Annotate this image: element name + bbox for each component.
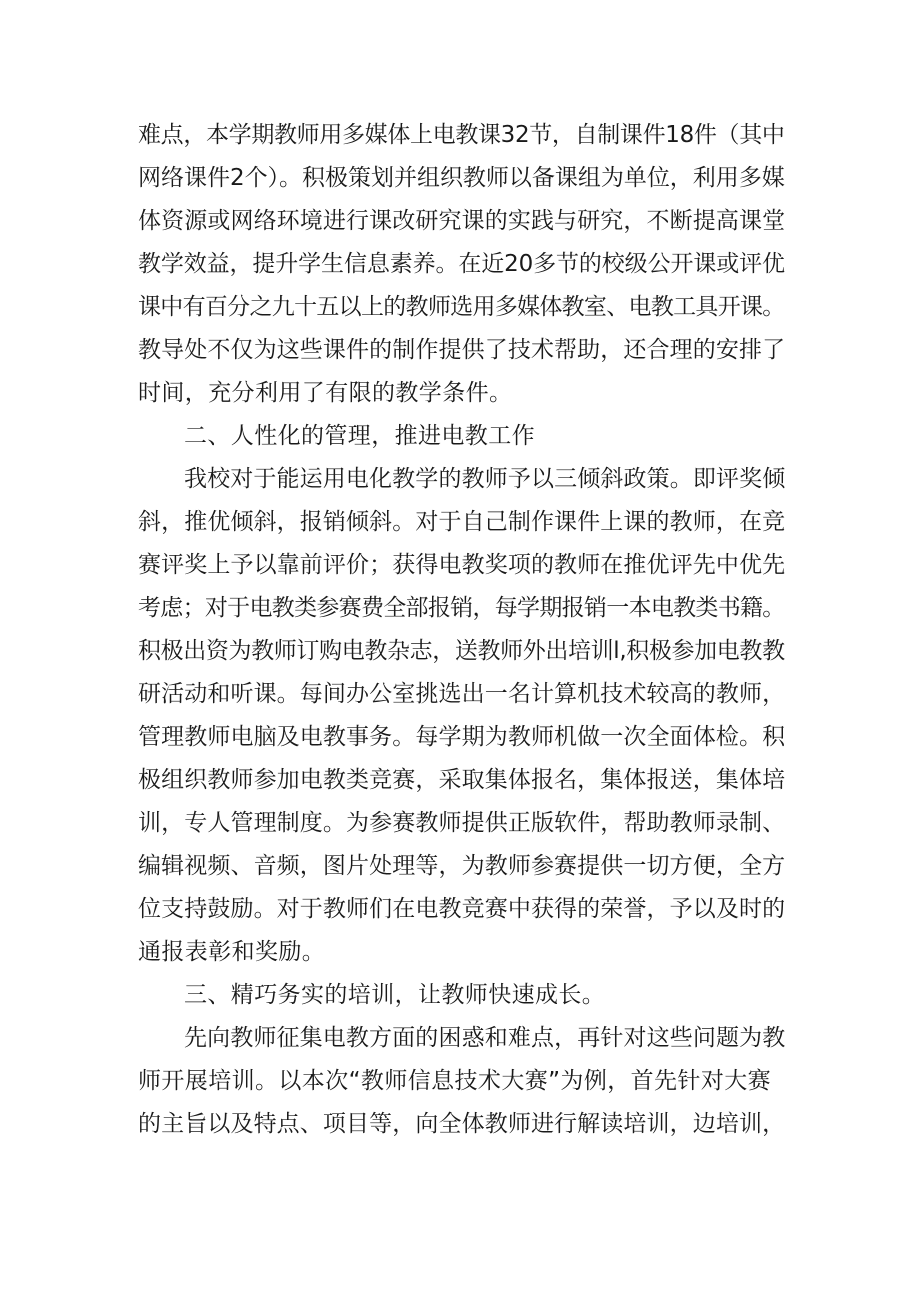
- text-line: 教学效益，提升学生信息素养。在近20多节的校级公开课或评优: [138, 251, 785, 277]
- text-line: 师开展培训。以本次“教师信息技术大赛”为例，首先针对大赛: [138, 1068, 772, 1094]
- text-line: 时间，充分利用了有限的教学条件。: [138, 380, 513, 406]
- text-line: 网络课件2个）。积极策划并组织教师以备课组为单位，利用多媒: [138, 165, 785, 191]
- text-line: 极组织教师参加电教类竞赛，采取集体报名，集体报送，集体培: [138, 767, 786, 793]
- text-line: 考虑；对于电教类参赛费全部报销，每学期报销一本电教类书籍。: [138, 595, 785, 621]
- text-line: 管理教师电脑及电教事务。每学期为教师机做一次全面体检。积: [138, 724, 786, 750]
- text-line: 训，专人管理制度。为参赛教师提供正版软件，帮助教师录制、: [138, 810, 786, 836]
- text-line: 研活动和听课。每间办公室挑选出一名计算机技术较高的教师，: [138, 681, 786, 707]
- text-line: 位支持鼓励。对于教师们在电教竞赛中获得的荣誉，予以及时的: [138, 896, 786, 922]
- text-line: 斜，推优倾斜，报销倾斜。对于自己制作课件上课的教师，在竞: [138, 509, 786, 535]
- text-line: 通报表彰和奖励。: [138, 939, 326, 965]
- text-line: 体资源或网络环境进行课改研究课的实践与研究，不断提高课堂: [138, 208, 786, 234]
- text-line: 赛评奖上予以靠前评价；获得电教奖项的教师在推优评先中优先: [138, 552, 786, 578]
- text-line: 先向教师征集电教方面的困惑和难点，再针对这些问题为教: [184, 1025, 786, 1051]
- section-heading: 二、人性化的管理，推进电教工作: [184, 423, 535, 449]
- section-heading: 三、精巧务实的培训，让教师快速成长。: [184, 982, 606, 1008]
- text-line: 积极出资为教师订购电教杂志，送教师外出培训l,积极参加电教教: [138, 638, 785, 664]
- text-line: 编辑视频、音频，图片处理等，为教师参赛提供一切方便，全方: [138, 853, 786, 879]
- text-line: 课中有百分之九十五以上的教师选用多媒体教室、电教工具开课。: [138, 294, 785, 320]
- text-line: 教导处不仅为这些课件的制作提供了技术帮助，还合理的安排了: [138, 337, 786, 363]
- text-line: 我校对于能运用电化教学的教师予以三倾斜政策。即评奖倾: [184, 466, 786, 492]
- text-line: 的主旨以及特点、项目等，向全体教师进行解读培训，边培训，: [138, 1111, 786, 1137]
- text-line: 难点，本学期教师用多媒体上电教课32节，自制课件18件（其中: [138, 122, 785, 148]
